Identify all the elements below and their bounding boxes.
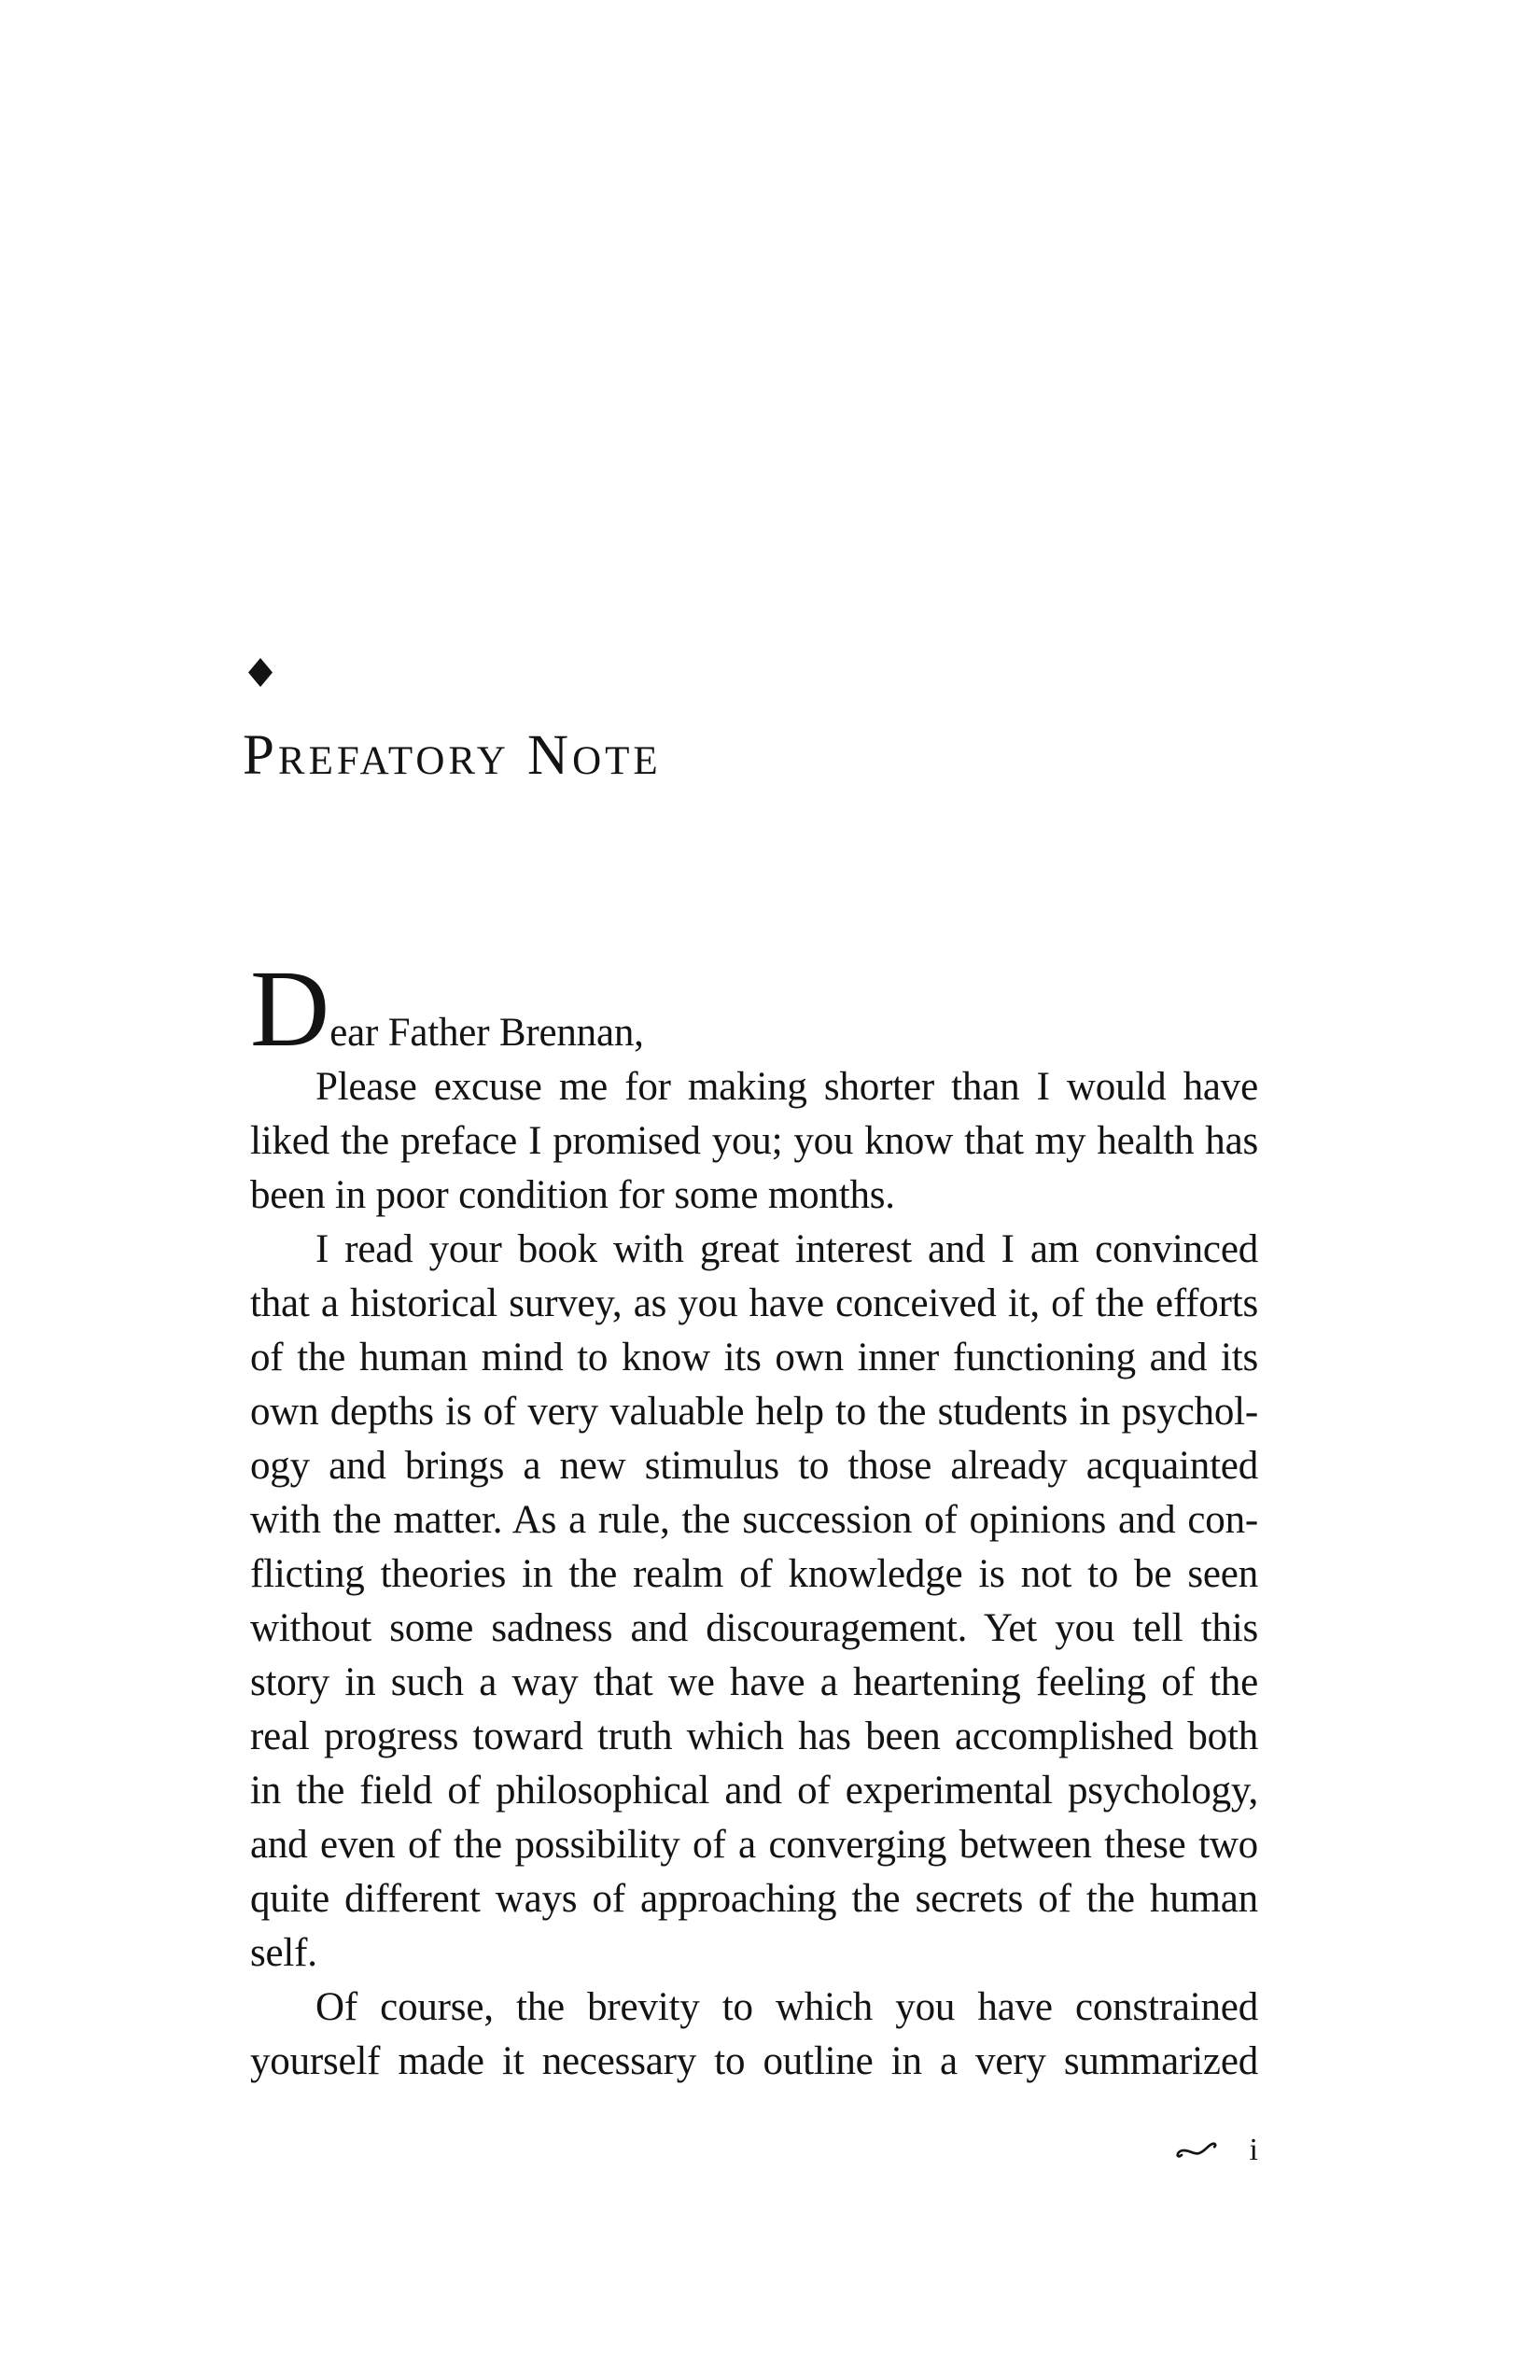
text-line: and even of the possibility of a converging between these two (250, 1823, 1258, 1867)
page-footer (1175, 2132, 1258, 2169)
text-line: Of course, the brevity to which you have constrained (315, 1985, 1258, 2029)
text-line: real progress toward truth which has been accomplished both (250, 1715, 1258, 1758)
text-line: I read your book with great interest and I am convinced (315, 1227, 1258, 1271)
text-line: Please excuse me for making shorter than I would have (315, 1065, 1258, 1109)
text-line: in the field of philosophical and of experimental psychology, (250, 1769, 1258, 1813)
text-line: story in such a way that we have a heartening feeling of the (250, 1660, 1258, 1704)
text-line: ogy and brings a new stimulus to those already acquainted (250, 1444, 1258, 1488)
text-line: been in poor condition for some months. (250, 1173, 895, 1217)
diamond-icon (248, 658, 273, 687)
page-number: i (1249, 2133, 1258, 2167)
text-line: own depths is of very valuable help to the students in psychol- (250, 1390, 1258, 1434)
chapter-title: Prefatory Note (243, 724, 662, 787)
drop-cap: D (250, 947, 330, 1070)
text-line: flicting theories in the realm of knowledge is not to be seen (250, 1552, 1258, 1596)
text-line: yourself made it necessary to outline in a very summarized (250, 2039, 1258, 2083)
text-line: self. (250, 1931, 317, 1975)
swash-ornament-icon (1175, 2139, 1218, 2162)
text-line: without some sadness and discouragement. Yet you tell this (250, 1606, 1258, 1650)
text-line: liked the preface I promised you; you know that my health has (250, 1119, 1258, 1163)
salutation-text: ear Father Brennan, (329, 1011, 644, 1055)
text-line: with the matter. As a rule, the succession of opinions and con- (250, 1498, 1258, 1542)
letter-body (250, 947, 1258, 2089)
text-line: quite different ways of approaching the secrets of the human (250, 1877, 1258, 1921)
text-line: that a historical survey, as you have conceived it, of the efforts (250, 1281, 1258, 1325)
salutation-line (250, 947, 1258, 1070)
text-line: of the human mind to know its own inner functioning and its (250, 1336, 1258, 1379)
